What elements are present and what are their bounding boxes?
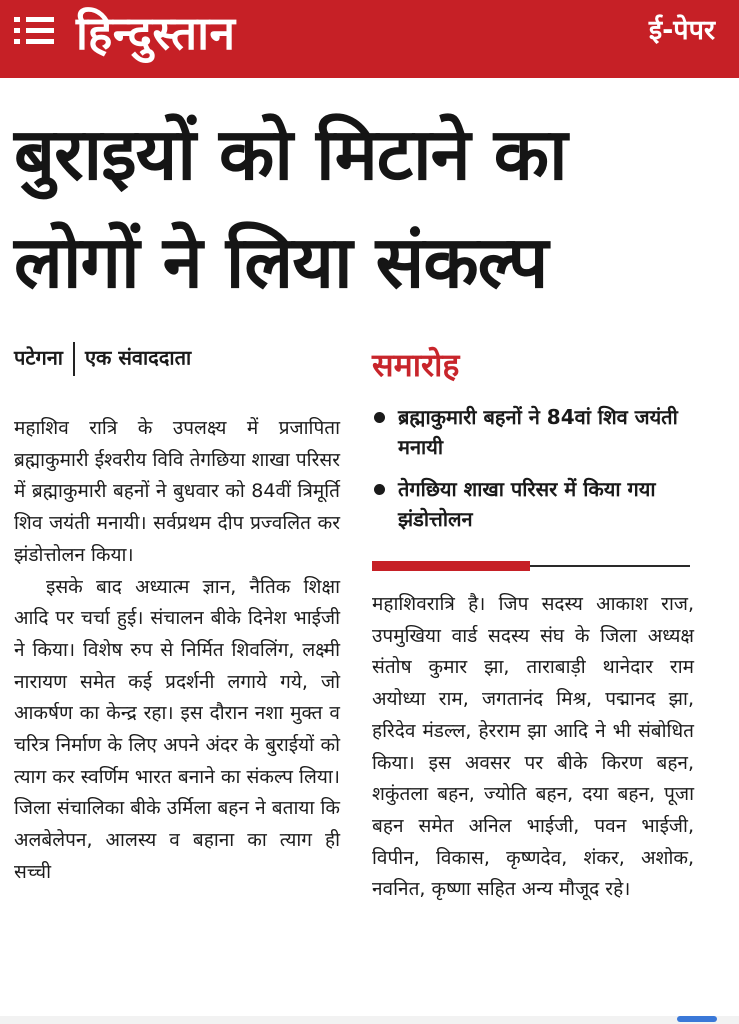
body-paragraph-2: इसके बाद अध्यात्म ज्ञान, नैतिक शिक्षा आदि पर चर्चा हुई। संचालन बीके दिनेश भाईजी ने किया। विशेष रुप से निर्मित शिवलिंग, लक्ष्मी नारायण समेत कई प्रदर्शनी लगाये गये, जो आकर्षण का केन्द्र रहा। इस दौरान नशा मुक्त व चरित्र निर्माण के लिए अपने अंदर के बुराईयों को त्याग कर स्वर्णिम भारत बनाने का संकल्प लिया। जिला संचालिका बीके उर्मिला बहन ने बताया कि अलबेलेपन, आलस्य व बहाना का त्याग ही सच्ची <box>14 575 340 883</box>
bottom-strip <box>0 1016 739 1024</box>
byline-author: एक संवाददाता <box>84 345 192 370</box>
byline <box>14 342 191 376</box>
highlight-text: तेगछिया शाखा परिसर में किया गया झंडोत्तोलन <box>398 477 656 531</box>
bullet-icon <box>374 412 385 423</box>
epaper-link[interactable]: ई-पेपर <box>648 15 715 46</box>
body-paragraph-3: महाशिवरात्रि है। जिप सदस्य आकाश राज, उपमुखिया वार्ड सदस्य संघ के जिला अध्यक्ष संतोष कुमार झा, ताराबाड़ी थानेदार राम अयोध्या राम, जगतानंद मिश्र, पद्मानद झा, हरिदेव मंडल्ल, हेरराम झा आदि ने भी संबोधित किया। इस अवसर पर बीके किरण बहन, शकुंतला बहन, ज्योति बहन, दया बहन, पूजा बहन समेत अनिल भाईजी, पवन भाईजी, विपीन, विकास, कृष्णदेव, शंकर, अशोक, नवनित, कृष्णा सहित अन्य मौजूद रहे। <box>372 593 694 901</box>
headline-line-2: लोगों ने लिया संकल्प <box>14 220 548 304</box>
byline-divider <box>73 342 75 376</box>
highlight-text: ब्रह्माकुमारी बहनों ने 84वां शिव जयंती मनायी <box>398 405 678 459</box>
byline-place: पटेगना <box>14 345 63 370</box>
body-column-right <box>372 589 694 906</box>
body-paragraph-1: महाशिव रात्रि के उपलक्ष्य में प्रजापिता ब्रह्माकुमारी ईश्वरीय विवि तेगछिया शाखा परिसर में ब्रह्माकुमारी बहनों ने बुधवार को 84वीं त्रिमूर्ति शिव जयंती मनायी। सर्वप्रथम दीप प्रज्वलित कर झंडोत्तोलन किया। <box>14 417 340 566</box>
brand-logo[interactable]: हिन्दुस्तान <box>76 6 236 60</box>
highlights-list <box>372 402 702 546</box>
article-headline <box>14 100 729 316</box>
body-column-left <box>14 413 340 889</box>
scroll-indicator <box>677 1016 717 1022</box>
headline-line-1: बुराइयों को मिटाने का <box>14 112 567 196</box>
top-header-bar <box>0 0 739 78</box>
highlight-item <box>372 402 702 462</box>
section-label: समारोह <box>372 346 460 384</box>
section-divider-accent <box>372 561 530 571</box>
bullet-icon <box>374 484 385 495</box>
menu-icon[interactable] <box>14 17 54 47</box>
highlight-item <box>372 474 702 534</box>
